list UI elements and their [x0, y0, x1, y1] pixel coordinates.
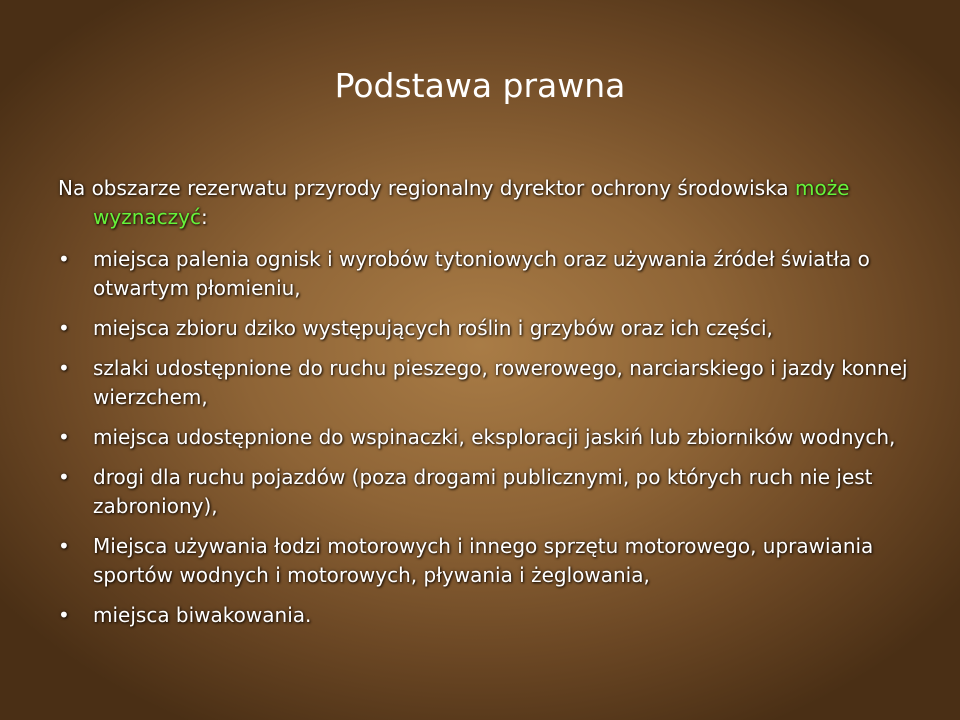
list-item-text: miejsca biwakowania.	[93, 603, 312, 627]
list-item-text: miejsca palenia ognisk i wyrobów tytoniowych oraz używania źródeł światła o otwartym płomieniu,	[93, 247, 870, 300]
list-item-text: Miejsca używania łodzi motorowych i innego sprzętu motorowego, uprawiania sportów wodnych i motorowych, pływania i żeglowania,	[93, 534, 874, 587]
list-item	[58, 314, 908, 343]
list-item	[58, 245, 908, 303]
list-item-text: miejsca udostępnione do wspinaczki, eksploracji jaskiń lub zbiorników wodnych,	[93, 425, 896, 449]
bullet-icon: •	[58, 465, 70, 489]
bullet-icon: •	[58, 316, 70, 340]
list-item	[58, 354, 908, 412]
bullet-list	[58, 245, 908, 630]
list-item	[58, 463, 908, 521]
bullet-icon: •	[58, 603, 70, 627]
intro-suffix: :	[200, 205, 208, 229]
list-item	[58, 601, 908, 630]
list-item-text: drogi dla ruchu pojazdów (poza drogami publicznymi, po których ruch nie jest zabroniony),	[93, 465, 873, 518]
bullet-icon: •	[58, 425, 70, 449]
list-item-text: szlaki udostępnione do ruchu pieszego, rowerowego, narciarskiego i jazdy konnej wierzchem,	[93, 356, 908, 409]
list-item	[58, 532, 908, 590]
intro-text: Na obszarze rezerwatu przyrody regionalny dyrektor ochrony środowiska	[58, 176, 795, 200]
slide-title: Podstawa prawna	[334, 66, 626, 105]
intro-highlight: może wyznaczyć	[93, 176, 850, 229]
list-item-text: miejsca zbioru dziko występujących roślin i grzybów oraz ich części,	[93, 316, 773, 340]
list-item	[58, 423, 908, 452]
bullet-icon: •	[58, 534, 70, 558]
intro-paragraph	[58, 174, 908, 232]
bullet-icon: •	[58, 356, 70, 380]
bullet-icon: •	[58, 247, 70, 271]
slide-content	[58, 174, 908, 641]
